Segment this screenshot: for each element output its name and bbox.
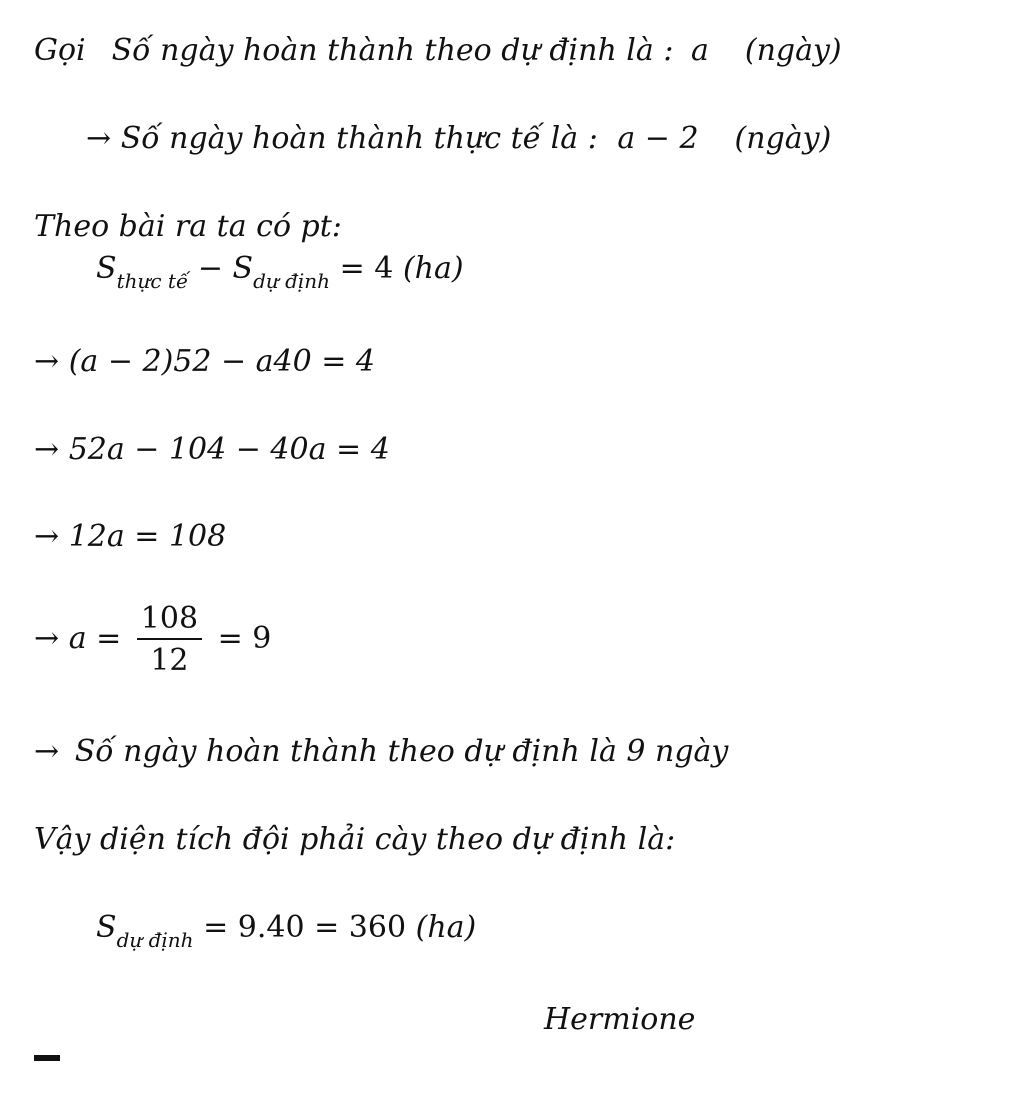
conclusion-line: Vậy diện tích đội phải cày theo dự định là: (34, 822, 676, 857)
area-rhs: = 4 (339, 251, 394, 286)
fraction (137, 601, 202, 678)
arrow-icon: → (34, 519, 60, 554)
signature: Hermione (544, 1002, 696, 1037)
fraction-denominator: 12 (150, 643, 189, 678)
arrow-icon: → (34, 734, 60, 769)
step-4 (34, 601, 272, 678)
arrow-icon: → (34, 621, 60, 656)
actual-days-text: Số ngày hoàn thành thực tế là : (120, 121, 598, 156)
intro-text: Số ngày hoàn thành theo dự định là : (111, 33, 674, 68)
step-4-rhs: = 9 (217, 621, 272, 656)
step-4-lhs: a = (68, 621, 122, 656)
intro-prefix: Gọi (34, 33, 86, 68)
area-equation (96, 251, 464, 293)
area-unit: (ha) (402, 251, 464, 286)
step-1 (34, 344, 376, 379)
dash-mark (34, 1055, 60, 1061)
intro-unit: (ngày) (744, 33, 842, 68)
actual-days-expr: a − 2 (617, 121, 699, 156)
step-3 (34, 519, 227, 554)
area-sub-planned: dự định (253, 269, 331, 293)
arrow-icon: → (34, 344, 60, 379)
area-symbol-2: S (232, 251, 254, 286)
step-2-expr: 52a − 104 − 40a = 4 (68, 432, 390, 467)
actual-days-line (86, 121, 832, 156)
area-sub-planned: dự định (116, 928, 194, 952)
final-equation (96, 910, 477, 952)
fraction-numerator: 108 (137, 604, 202, 640)
step-1-expr: (a − 2)52 − a40 = 4 (68, 344, 376, 379)
step-3-expr: 12a = 108 (68, 519, 227, 554)
result-line (34, 734, 729, 769)
area-symbol: S (96, 251, 117, 286)
arrow-icon: → (34, 432, 60, 467)
result-text: Số ngày hoàn thành theo dự định là 9 ngày (74, 734, 729, 769)
equation-intro: Theo bài ra ta có pt: (34, 209, 342, 244)
arrow-icon: → (86, 121, 112, 156)
final-unit: (ha) (415, 910, 477, 945)
intro-line (34, 33, 842, 68)
actual-days-unit: (ngày) (734, 121, 832, 156)
step-2 (34, 432, 390, 467)
area-sub-actual: thực tế (116, 269, 189, 293)
minus-sign: − (197, 251, 223, 286)
final-rhs: = 9.40 = 360 (203, 910, 407, 945)
intro-variable: a (690, 33, 709, 68)
area-symbol: S (96, 910, 117, 945)
